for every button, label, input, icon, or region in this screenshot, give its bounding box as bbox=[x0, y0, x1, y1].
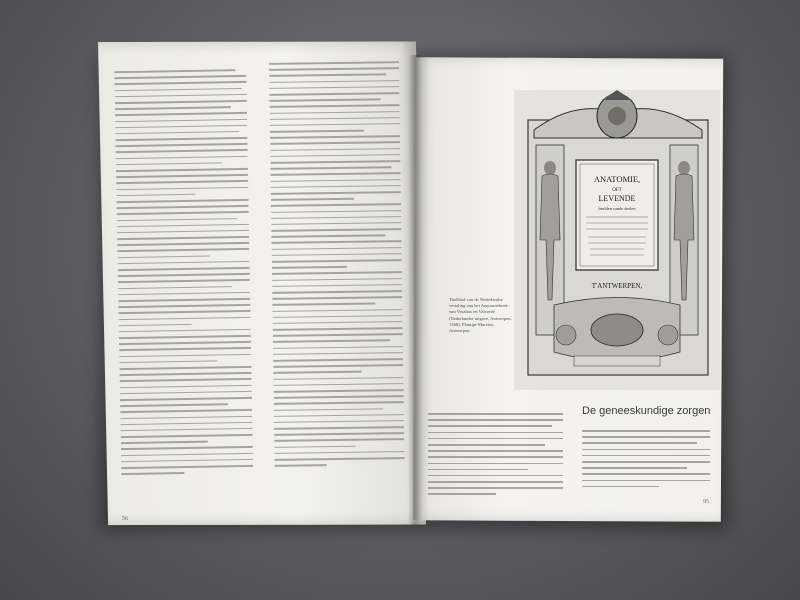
text-lines bbox=[269, 61, 405, 467]
engraving-title-line1: ANATOMIE, bbox=[593, 174, 641, 184]
engraving-imprint: T'ANTWERPEN, bbox=[591, 282, 643, 290]
engraving-title-line3: LEVENDE bbox=[598, 194, 636, 203]
left-page-column-2 bbox=[269, 61, 405, 493]
engraving-title-line4: beelden vande deelen bbox=[598, 206, 636, 211]
section-heading: De geneeskundige zorgen bbox=[582, 405, 711, 417]
figure-caption: Titelblad van de Nederlandse vertaling van het Anatomieboek van Vesalius en Valverde (Nederlandse uitgave, Antwerpen, 1568). Plantijn-Moretus, Antwerpen. bbox=[449, 297, 512, 334]
engraving-plate bbox=[514, 90, 720, 390]
book-gutter bbox=[408, 55, 422, 525]
right-page-column-2 bbox=[582, 430, 710, 500]
right-page-column-1 bbox=[428, 413, 563, 503]
text-lines bbox=[428, 413, 563, 495]
text-lines bbox=[582, 430, 710, 487]
left-page-number: 56 bbox=[122, 516, 128, 522]
right-page-number: 95 bbox=[703, 499, 709, 505]
engraving-image bbox=[514, 90, 720, 390]
engraving-title-line2: OFT bbox=[612, 188, 622, 193]
left-page-column-1 bbox=[114, 69, 253, 501]
text-lines bbox=[114, 69, 253, 475]
